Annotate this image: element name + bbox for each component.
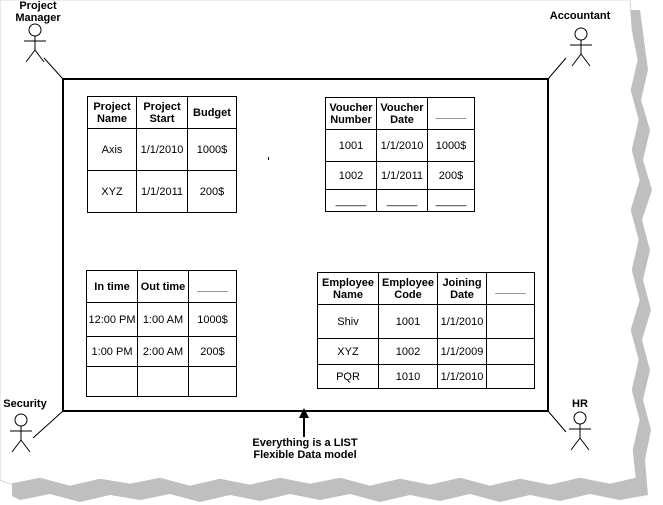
employee-code-header: Employee Code [379, 273, 438, 305]
table-row [326, 130, 475, 162]
table-cell: 1001 [379, 305, 438, 339]
table-cell: 1002 [379, 339, 438, 365]
table-cell: XYZ [318, 339, 379, 365]
table-cell: PQR [318, 365, 379, 389]
out-time-header: Out time [138, 271, 189, 303]
employee-name-header: Employee Name [318, 273, 379, 305]
project-start-header: Project Start [137, 97, 188, 129]
time-table [86, 270, 237, 397]
accountant-actor-icon [566, 26, 596, 70]
table-cell: Axis [88, 129, 137, 171]
table-row [88, 129, 237, 171]
caption [220, 437, 390, 461]
table-row [87, 337, 237, 367]
table-header-row [326, 98, 475, 130]
table-header-row [88, 97, 237, 129]
table-cell: 1001 [326, 130, 377, 162]
table-cell [189, 367, 237, 397]
table-cell [87, 367, 138, 397]
table-row [318, 339, 535, 365]
table-cell: 1/1/2009 [438, 339, 487, 365]
table-cell: 1000$ [188, 129, 237, 171]
table-row [318, 365, 535, 389]
table-cell: 200$ [189, 337, 237, 367]
table-cell [487, 339, 535, 365]
in-time-header: In time [87, 271, 138, 303]
budget-header: Budget [188, 97, 237, 129]
table-cell: 1/1/2010 [137, 129, 188, 171]
table-cell: 2:00 AM [138, 337, 189, 367]
table-row [326, 190, 475, 212]
table-cell: 1/1/2010 [377, 130, 428, 162]
connector-security [33, 411, 63, 438]
accountant-label: Accountant [549, 10, 611, 22]
table-row [318, 305, 535, 339]
table-cell: 1/1/2011 [137, 171, 188, 213]
table-header-row [318, 273, 535, 305]
table-row [87, 303, 237, 337]
table-cell: 1/1/2010 [438, 365, 487, 389]
table-cell: _____ [377, 190, 428, 212]
project-table [87, 96, 237, 213]
table-row [326, 162, 475, 190]
table-cell: _____ [428, 190, 475, 212]
table-cell: 1010 [379, 365, 438, 389]
table-cell: XYZ [88, 171, 137, 213]
voucher-table [325, 97, 475, 212]
table-cell: 200$ [428, 162, 475, 190]
voucher-number-header: Voucher Number [326, 98, 377, 130]
blank-header: _____ [487, 273, 535, 305]
project-manager-actor-icon [20, 22, 50, 66]
table-cell: 1/1/2011 [377, 162, 428, 190]
caption-line-1: Everything is a LIST [252, 437, 358, 449]
security-actor-icon [6, 412, 36, 456]
joining-date-header: Joining Date [438, 273, 487, 305]
table-cell: 1/1/2010 [438, 305, 487, 339]
table-cell: 1:00 PM [87, 337, 138, 367]
table-row [88, 171, 237, 213]
connector-hr [548, 411, 566, 432]
employee-table [317, 272, 535, 389]
table-cell: _____ [326, 190, 377, 212]
table-cell: 1000$ [428, 130, 475, 162]
table-row [87, 367, 237, 397]
stray-mark [268, 157, 269, 160]
project-manager-label: Project Manager [15, 0, 61, 24]
blank-header: _____ [189, 271, 237, 303]
table-header-row [87, 271, 237, 303]
project-name-header: Project Name [88, 97, 137, 129]
table-cell: 1:00 AM [138, 303, 189, 337]
table-cell [487, 305, 535, 339]
table-cell: 1000$ [189, 303, 237, 337]
arrow-head-icon [299, 408, 309, 418]
connector-accountant [548, 58, 566, 79]
blank-header: _____ [428, 98, 475, 130]
table-cell [487, 365, 535, 389]
security-label: Security [3, 398, 47, 410]
caption-line-2: Flexible Data model [253, 449, 357, 461]
voucher-date-header: Voucher Date [377, 98, 428, 130]
table-cell [138, 367, 189, 397]
table-cell: Shiv [318, 305, 379, 339]
hr-label: HR [572, 398, 588, 410]
table-cell: 12:00 PM [87, 303, 138, 337]
table-cell: 200$ [188, 171, 237, 213]
hr-actor-icon [565, 410, 595, 454]
table-cell: 1002 [326, 162, 377, 190]
